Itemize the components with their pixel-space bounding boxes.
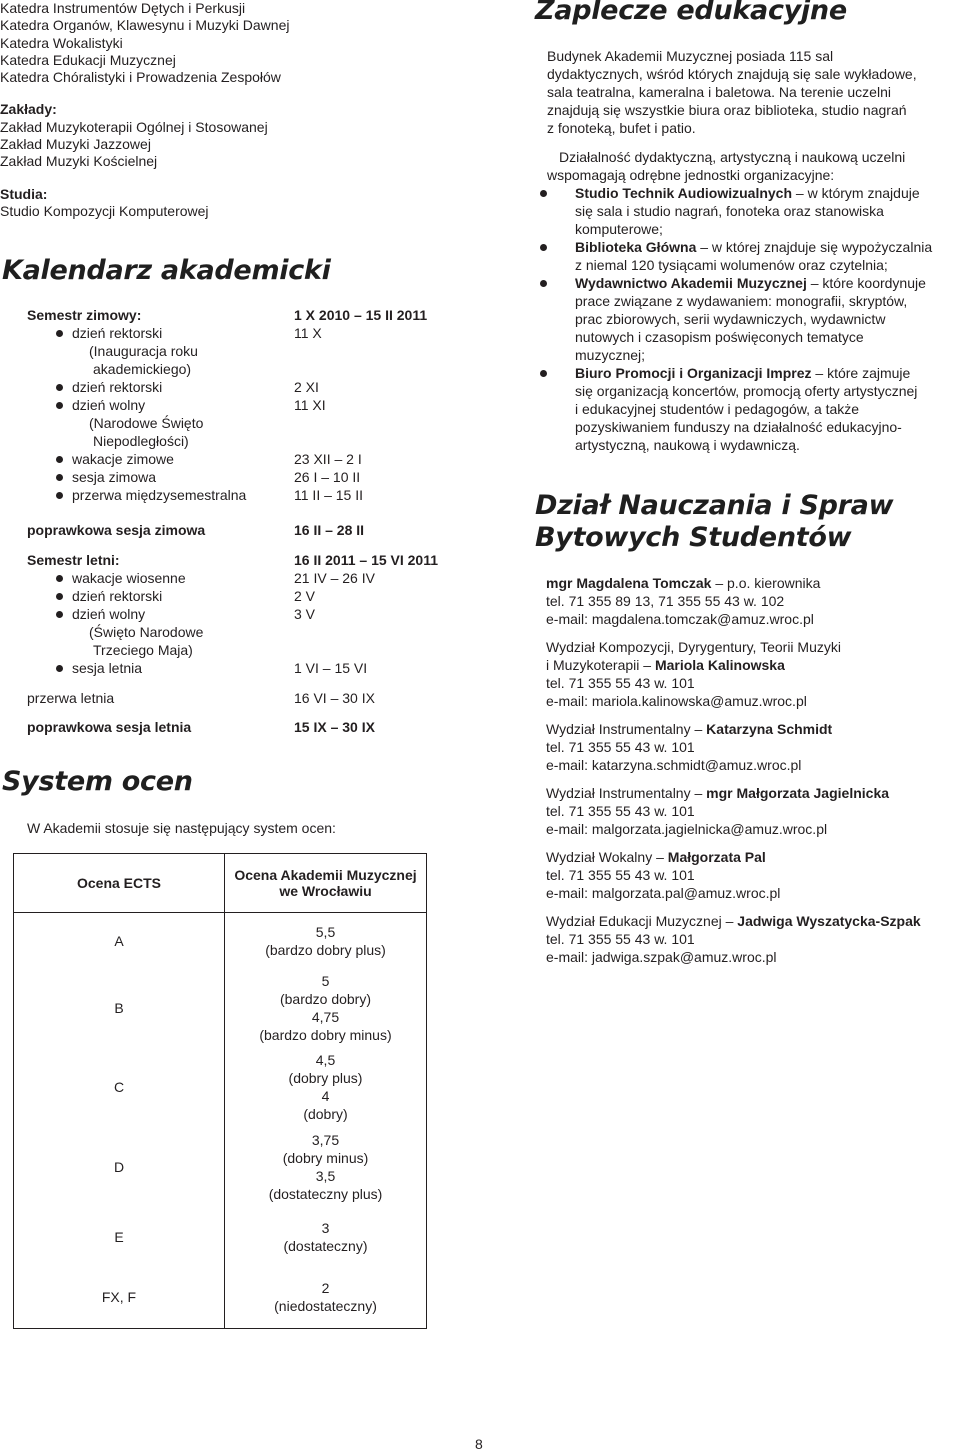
contact-head-name: mgr Magdalena Tomczak – p.o. kierownika	[546, 575, 821, 591]
unit-item: Wydawnictwo Akademii Muzycznej – które koordynuje	[535, 274, 932, 292]
winter-retake-row: poprawkowa sesja zimowa 16 II – 28 II	[27, 522, 365, 538]
zaklad-item: Zakład Muzykoterapii Ogólnej i Stosowanej	[0, 118, 268, 135]
unit-item: Biuro Promocji i Organizacji Imprez – które zajmuje	[535, 364, 932, 382]
contact-email[interactable]: e-mail: mariola.kalinowska@amuz.wroc.pl	[546, 693, 807, 709]
local-grade: 3 (dostateczny)	[283, 1219, 368, 1254]
calendar-item: wakacje zimowe 23 XII – 2 I	[27, 450, 437, 468]
contact-phone: tel. 71 355 55 43 w. 101	[546, 739, 695, 755]
calendar-item: przerwa międzysemestralna 11 II – 15 II	[27, 486, 437, 504]
summer-break-row: przerwa letnia 16 VI – 30 IX	[27, 690, 375, 706]
facilities-units: Działalność dydaktyczną, artystyczną i naukową uczelni wspomagają odrębne jednostki organizacyjne: Studio Technik Audiowizualnych – w którym znajduje się sala i studio nagrań, fonoteka oraz stanowiska komputerowe; Biblioteka Główna – w której znajduje się wypożyczalnia z niemal 120 tysiącami wolumenów oraz czytelnia; Wydawnictwo Akademii Muzycznej – które koordynuje prace związane z wydawaniem: monografii, skryptów, prac zbiorowych, serii wydawniczych, wydawnictw nutowych i czasopism poświęconych tematyce muzycznej; Biuro Promocji i Organizacji Imprez – które zajmuje się organizacją koncertów, promocją oferty artystycznej i edukacyjnej studentów i pedagogów, a także pozyskiwaniem funduszy na działalność edukacyjno- artystyczną, naukową i wydawniczą.	[535, 148, 932, 454]
summer-retake-row: poprawkowa sesja letnia 15 IX – 30 IX	[27, 719, 375, 735]
ects-grade: E	[14, 1207, 225, 1267]
local-grade: 3,75 (dobry minus) 3,5 (dostateczny plus)	[268, 1131, 383, 1202]
contact-email[interactable]: e-mail: malgorzata.jagielnicka@amuz.wroc.pl	[546, 821, 828, 837]
calendar-note: akademickiego)	[93, 361, 192, 377]
contact-email[interactable]: e-mail: malgorzata.pal@amuz.wroc.pl	[546, 885, 781, 901]
contact-phone: tel. 71 355 89 13, 71 355 55 43 w. 102	[546, 593, 785, 609]
calendar-note: (Narodowe Święto	[89, 415, 204, 431]
contact-phone: tel. 71 355 55 43 w. 101	[546, 675, 695, 691]
ects-grade: C	[14, 1047, 225, 1127]
contact-phone: tel. 71 355 55 43 w. 101	[546, 867, 695, 883]
page-number: 8	[475, 1436, 483, 1452]
katedra-item: Katedra Organów, Klawesynu i Muzyki Dawnej	[0, 17, 290, 34]
studio-item: Studio Kompozycji Komputerowej	[0, 202, 209, 219]
ects-grade: A	[14, 913, 225, 969]
calendar-item: dzień wolny 3 V	[27, 605, 437, 623]
dept-heading: Dział Nauczania i Spraw Bytowych Studentów	[535, 490, 894, 553]
calendar-heading: Kalendarz akademicki	[2, 255, 331, 286]
zaklady-heading: Zakłady:	[0, 101, 57, 118]
local-grade: 5 (bardzo dobry) 4,75 (bardzo dobry minus)	[259, 972, 392, 1043]
facilities-heading: Zaplecze edukacyjne	[535, 0, 847, 26]
winter-semester-row: Semestr zimowy: 1 X 2010 – 15 II 2011	[27, 307, 428, 323]
zaklad-item: Zakład Muzyki Kościelnej	[0, 153, 158, 170]
grading-intro: W Akademii stosuje się następujący system ocen:	[27, 820, 336, 836]
calendar-item: dzień wolny 11 XI	[27, 396, 437, 414]
calendar-item: dzień rektorski 2 V	[27, 587, 437, 605]
zaklad-item: Zakład Muzyki Jazzowej	[0, 136, 151, 153]
contact-phone: tel. 71 355 55 43 w. 101	[546, 803, 695, 819]
local-grade: 4,5 (dobry plus) 4 (dobry)	[288, 1051, 363, 1122]
calendar-note: (Inauguracja roku	[89, 343, 198, 359]
calendar-table	[27, 306, 437, 736]
calendar-item: dzień rektorski 2 XI	[27, 378, 437, 396]
unit-item: Studio Technik Audiowizualnych – w którym znajduje	[535, 184, 932, 202]
calendar-item: sesja letnia 1 VI – 15 VI	[27, 659, 437, 677]
calendar-note: Niepodległości)	[93, 433, 189, 449]
header-ects: Ocena ECTS	[14, 854, 225, 913]
local-grade: 5,5 (bardzo dobry plus)	[265, 923, 386, 958]
units-list	[0, 0, 289, 220]
unit-item: Biblioteka Główna – w której znajduje się wypożyczalnia	[535, 238, 932, 256]
ects-grade: D	[14, 1127, 225, 1207]
local-grade: 2 (niedostateczny)	[274, 1280, 377, 1315]
calendar-item: dzień rektorski 11 X	[27, 324, 437, 342]
calendar-note: (Święto Narodowe	[89, 624, 204, 640]
contacts: mgr Magdalena Tomczak – p.o. kierownika tel. 71 355 89 13, 71 355 55 43 w. 102 e-mail: magdalena.tomczak@amuz.wroc.pl Wydział Kompozycji, Dyrygentury, Teorii Muzyki i Muzykoterapii – Mariola Kalinowska tel. 71 355 55 43 w. 101 e-mail: mariola.kalinowska@amuz.wroc.pl Wydział Instrumentalny – Katarzyna Schmidt tel. 71 355 55 43 w. 101 e-mail: katarzyna.schmidt@amuz.wroc.pl Wydział Instrumentalny – mgr Małgorzata Jagielnicka tel. 71 355 55 43 w. 101 e-mail: malgorzata.jagielnicka@amuz.wroc.pl Wydział Wokalny – Małgorzata Pal tel. 71 355 55 43 w. 101 e-mail: malgorzata.pal@amuz.wroc.pl Wydział Edukacji Muzycznej – Jadwiga Wyszatycka-Szpak tel. 71 355 55 43 w. 101 e-mail: jadwiga.szpak@amuz.wroc.pl	[546, 575, 921, 965]
calendar-item: wakacje wiosenne 21 IV – 26 IV	[27, 569, 437, 587]
studia-heading: Studia:	[0, 185, 48, 202]
katedra-item: Katedra Edukacji Muzycznej	[0, 51, 176, 68]
calendar-note: Trzeciego Maja)	[93, 642, 193, 658]
contact-email[interactable]: e-mail: katarzyna.schmidt@amuz.wroc.pl	[546, 757, 802, 773]
ects-grade: B	[14, 969, 225, 1047]
katedra-item: Katedra Chóralistyki i Prowadzenia Zespołów	[0, 69, 281, 86]
katedra-item: Katedra Instrumentów Dętych i Perkusji	[0, 0, 246, 16]
calendar-item: sesja zimowa 26 I – 10 II	[27, 468, 437, 486]
contact-phone: tel. 71 355 55 43 w. 101	[546, 931, 695, 947]
grading-table	[13, 853, 427, 1329]
header-local: Ocena Akademii Muzycznej we Wrocławiu	[225, 854, 427, 913]
summer-semester-row: Semestr letni: 16 II 2011 – 15 VI 2011	[27, 552, 439, 568]
katedra-item: Katedra Wokalistyki	[0, 34, 123, 51]
ects-grade: FX, F	[14, 1267, 225, 1329]
grading-heading: System ocen	[2, 766, 193, 797]
contact-email[interactable]: e-mail: magdalena.tomczak@amuz.wroc.pl	[546, 611, 814, 627]
facilities-paragraph: Budynek Akademii Muzycznej posiada 115 sal dydaktycznych, wśród których znajdują się sale wykładowe, sala teatralna, kameralna i baletowa. Na terenie uczelni znajdują się wszystkie biura oraz biblioteka, studio nagrań z fonoteką, bufet i patio.	[547, 48, 917, 136]
contact-email[interactable]: e-mail: jadwiga.szpak@amuz.wroc.pl	[546, 949, 777, 965]
